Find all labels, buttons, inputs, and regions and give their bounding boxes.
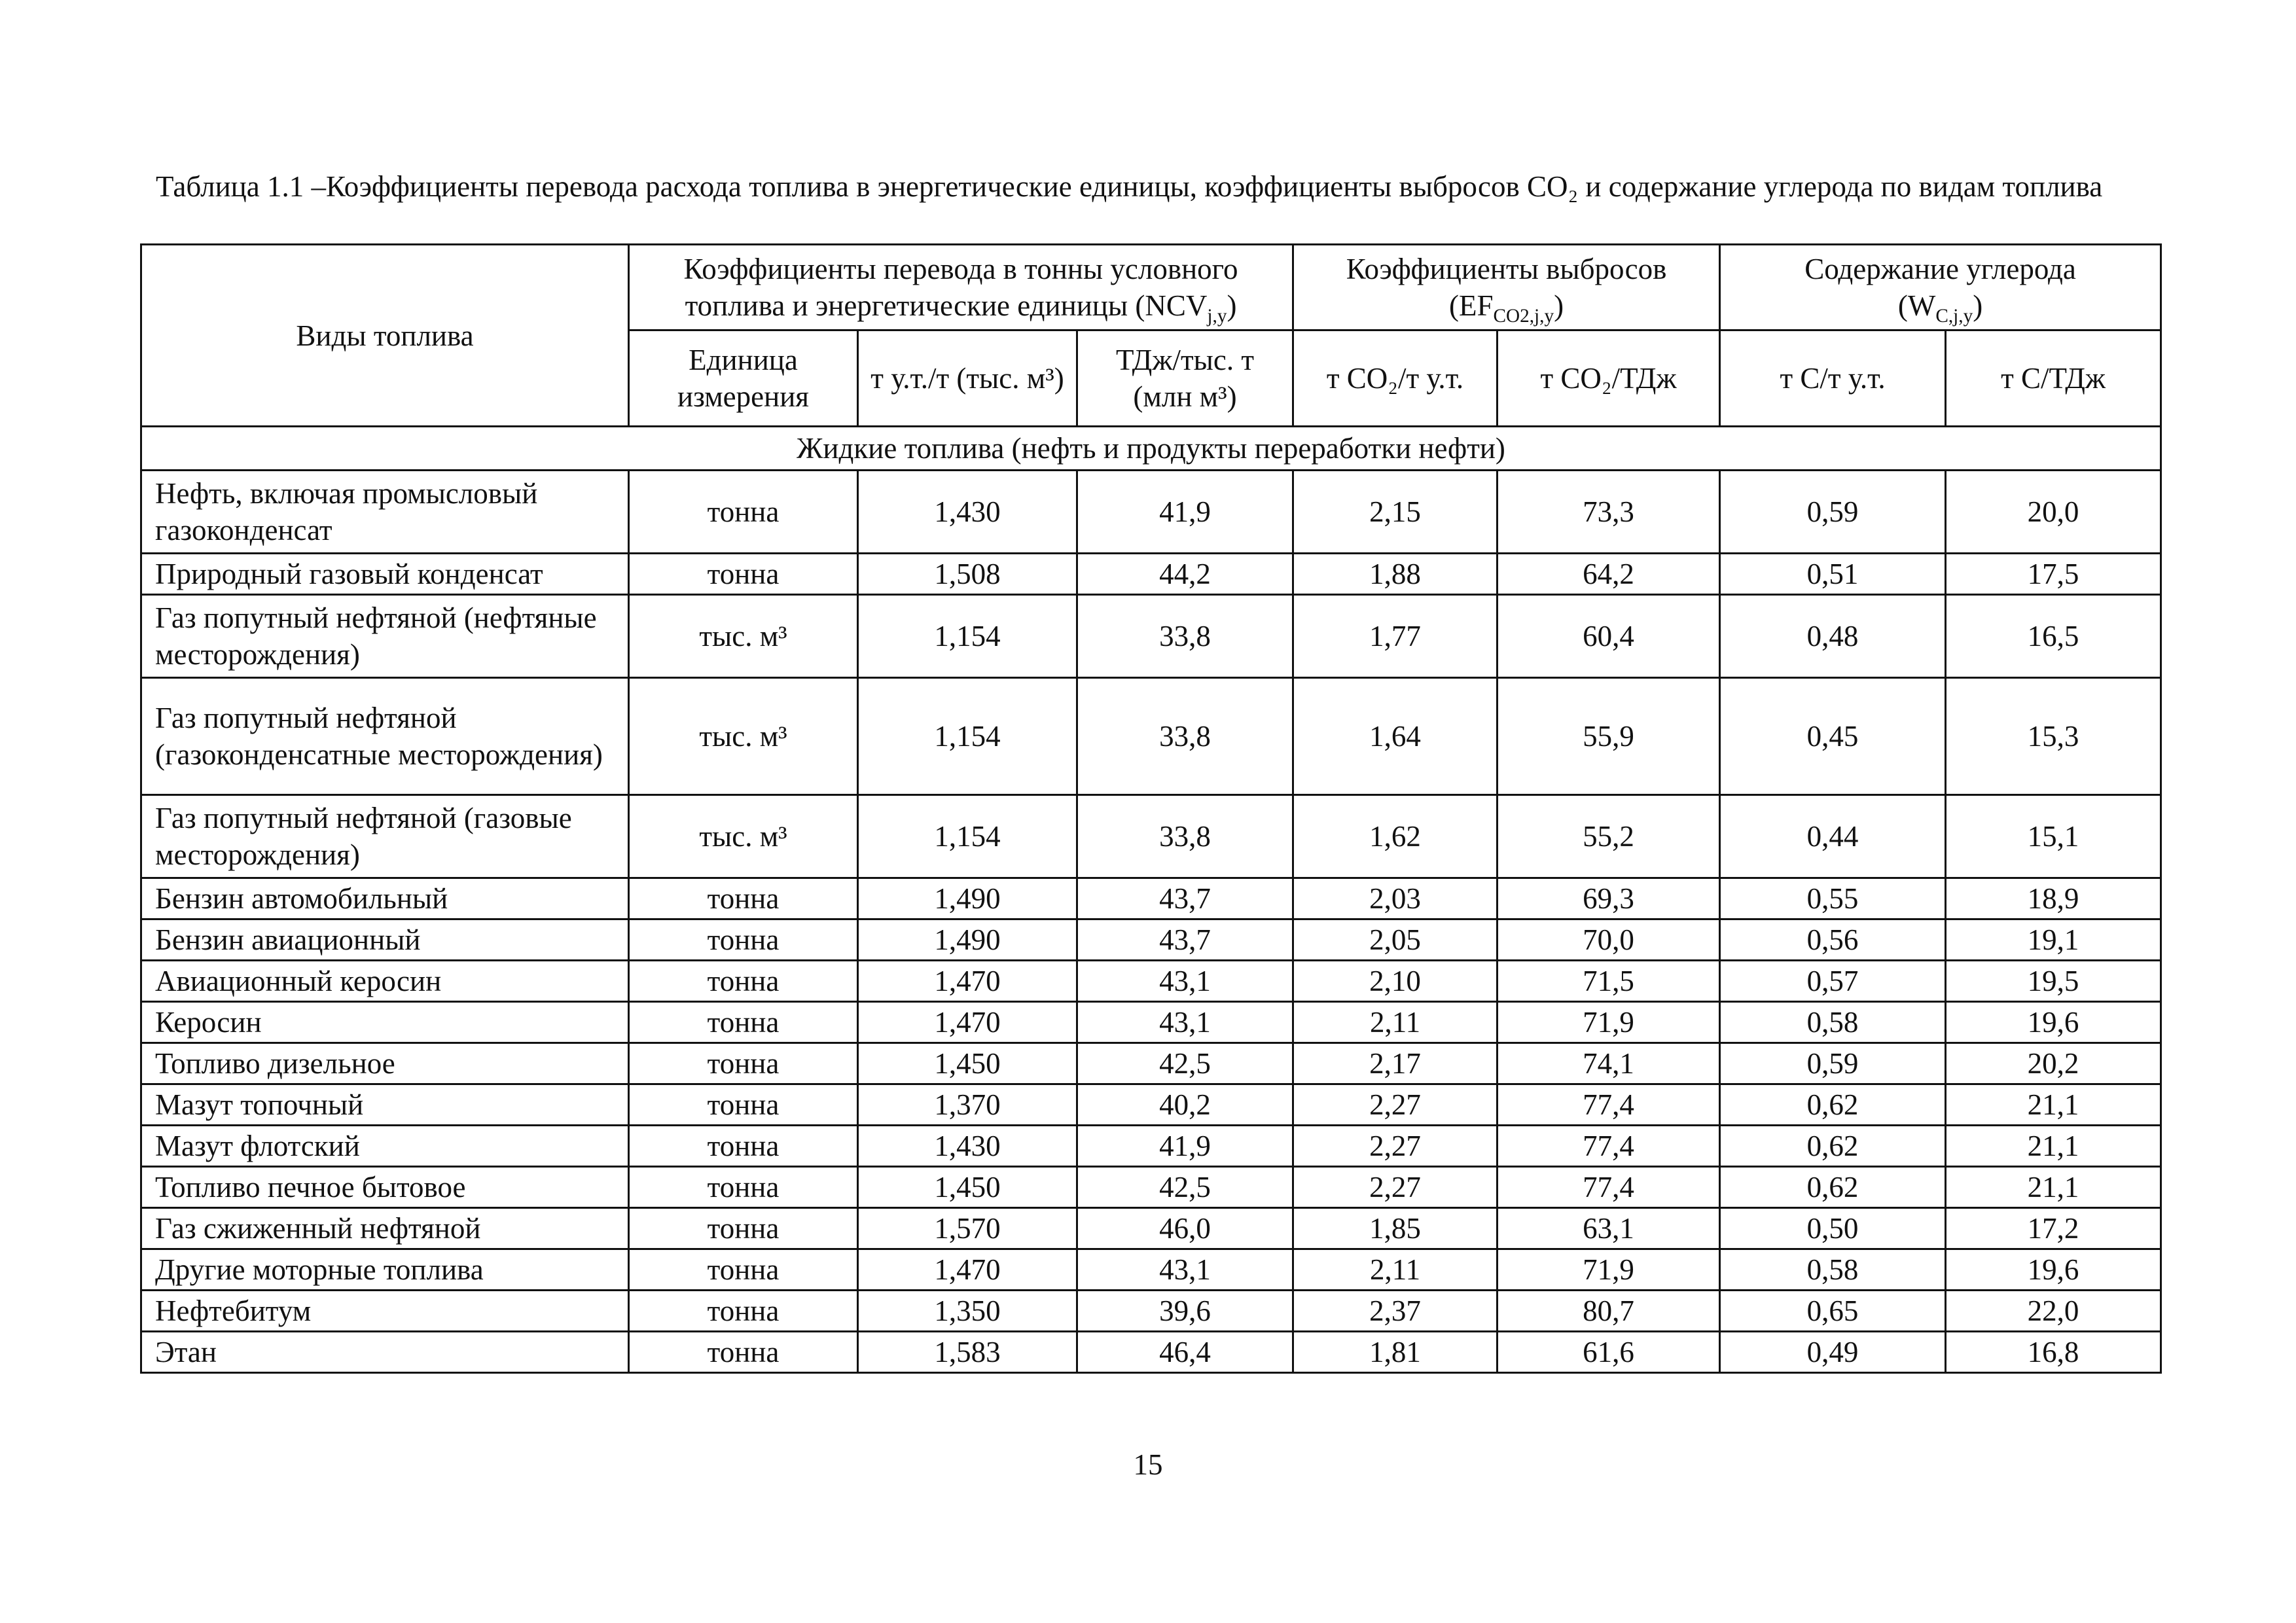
ncv-tce-cell: 1,470	[858, 1002, 1077, 1043]
unit-cell: тонна	[629, 1291, 858, 1332]
table-caption: Таблица 1.1 –Коэффициенты перевода расхода топлива в энергетические единицы, коэффициенты выбросов CO₂ и содержание углерода по видам топлива	[156, 170, 2103, 203]
ef-co2-tce-cell: 2,27	[1293, 1167, 1498, 1208]
ncv-tj-cell: 33,8	[1077, 595, 1293, 678]
ncv-tj-cell: 43,1	[1077, 961, 1293, 1002]
ef-co2-tj-cell: 80,7	[1498, 1291, 1720, 1332]
ncv-tj-cell: 43,1	[1077, 1249, 1293, 1291]
carbon-tce-cell: 0,62	[1720, 1126, 1946, 1167]
header-fuel-type: Виды топлива	[141, 245, 629, 427]
fuel-name-cell: Газ сжиженный нефтяной	[141, 1208, 629, 1249]
ef-co2-tce-cell: 2,10	[1293, 961, 1498, 1002]
ef-co2-tce-cell: 1,64	[1293, 678, 1498, 795]
table-row	[141, 1249, 2161, 1291]
ncv-tce-cell: 1,570	[858, 1208, 1077, 1249]
ncv-tce-cell: 1,154	[858, 595, 1077, 678]
carbon-tce-cell: 0,59	[1720, 471, 1946, 554]
carbon-tce-cell: 0,45	[1720, 678, 1946, 795]
carbon-tj-cell: 17,5	[1946, 554, 2161, 595]
ncv-tj-cell: 43,1	[1077, 1002, 1293, 1043]
unit-cell: тонна	[629, 554, 858, 595]
table-row	[141, 678, 2161, 795]
ncv-tce-cell: 1,470	[858, 1249, 1077, 1291]
carbon-tj-cell: 16,5	[1946, 595, 2161, 678]
fuel-name-cell: Газ попутный нефтяной (газовые месторождения)	[141, 795, 629, 878]
ef-co2-tce-cell: 1,81	[1293, 1332, 1498, 1373]
ef-co2-tj-cell: 55,9	[1498, 678, 1720, 795]
table-row	[141, 1208, 2161, 1249]
ef-co2-tce-cell: 1,85	[1293, 1208, 1498, 1249]
carbon-tj-cell: 19,6	[1946, 1002, 2161, 1043]
carbon-tce-cell: 0,65	[1720, 1291, 1946, 1332]
ef-co2-tj-cell: 71,9	[1498, 1002, 1720, 1043]
ef-co2-tce-cell: 2,17	[1293, 1043, 1498, 1084]
unit-cell: тыс. м³	[629, 595, 858, 678]
ef-co2-tce-cell: 2,15	[1293, 471, 1498, 554]
fuel-name-cell: Этан	[141, 1332, 629, 1373]
unit-cell: тонна	[629, 1208, 858, 1249]
unit-cell: тонна	[629, 1126, 858, 1167]
ef-co2-tce-cell: 1,77	[1293, 595, 1498, 678]
table-row	[141, 471, 2161, 554]
carbon-tj-cell: 19,6	[1946, 1249, 2161, 1291]
header-co2-per-tce: т CO₂/т у.т.	[1293, 330, 1498, 427]
ncv-tce-cell: 1,430	[858, 1126, 1077, 1167]
ef-co2-tce-cell: 2,05	[1293, 919, 1498, 961]
header-tce-per-t: т у.т./т (тыс. м³)	[858, 330, 1077, 427]
ncv-tce-cell: 1,154	[858, 795, 1077, 878]
carbon-tce-cell: 0,62	[1720, 1167, 1946, 1208]
carbon-tce-cell: 0,55	[1720, 878, 1946, 919]
ef-co2-tce-cell: 2,11	[1293, 1249, 1498, 1291]
fuel-coefficients-table	[140, 243, 2162, 1374]
ncv-tce-cell: 1,490	[858, 878, 1077, 919]
table-row	[141, 878, 2161, 919]
ef-co2-tj-cell: 77,4	[1498, 1167, 1720, 1208]
table-row	[141, 1126, 2161, 1167]
carbon-tce-cell: 0,56	[1720, 919, 1946, 961]
carbon-tj-cell: 20,0	[1946, 471, 2161, 554]
ncv-tce-cell: 1,450	[858, 1043, 1077, 1084]
header-co2-per-tj: т CO₂/ТДж	[1498, 330, 1720, 427]
header-group-ncv: Коэффициенты перевода в тонны условного топлива и энергетические единицы $(NCV_{j,y})$	[629, 245, 1293, 330]
ncv-tce-cell: 1,508	[858, 554, 1077, 595]
ncv-tj-cell: 41,9	[1077, 471, 1293, 554]
ef-co2-tj-cell: 77,4	[1498, 1084, 1720, 1126]
carbon-tce-cell: 0,58	[1720, 1249, 1946, 1291]
fuel-name-cell: Природный газовый конденсат	[141, 554, 629, 595]
ef-co2-tj-cell: 64,2	[1498, 554, 1720, 595]
table-row	[141, 1084, 2161, 1126]
unit-cell: тыс. м³	[629, 678, 858, 795]
fuel-name-cell: Газ попутный нефтяной (нефтяные месторождения)	[141, 595, 629, 678]
unit-cell: тонна	[629, 1249, 858, 1291]
ef-co2-tce-cell: 2,27	[1293, 1126, 1498, 1167]
unit-cell: тонна	[629, 471, 858, 554]
ef-co2-tj-cell: 74,1	[1498, 1043, 1720, 1084]
fuel-name-cell: Авиационный керосин	[141, 961, 629, 1002]
carbon-tce-cell: 0,49	[1720, 1332, 1946, 1373]
ncv-tj-cell: 41,9	[1077, 1126, 1293, 1167]
table-row	[141, 919, 2161, 961]
carbon-tj-cell: 19,1	[1946, 919, 2161, 961]
carbon-tj-cell: 21,1	[1946, 1167, 2161, 1208]
carbon-tce-cell: 0,62	[1720, 1084, 1946, 1126]
table-row	[141, 1332, 2161, 1373]
carbon-tce-cell: 0,48	[1720, 595, 1946, 678]
unit-cell: тонна	[629, 961, 858, 1002]
carbon-tj-cell: 20,2	[1946, 1043, 2161, 1084]
unit-cell: тонна	[629, 1002, 858, 1043]
ncv-tj-cell: 43,7	[1077, 919, 1293, 961]
fuel-name-cell: Мазут топочный	[141, 1084, 629, 1126]
ncv-tj-cell: 40,2	[1077, 1084, 1293, 1126]
fuel-name-cell: Нефть, включая промысловый газоконденсат	[141, 471, 629, 554]
ncv-tj-cell: 44,2	[1077, 554, 1293, 595]
carbon-tce-cell: 0,44	[1720, 795, 1946, 878]
fuel-name-cell: Мазут флотский	[141, 1126, 629, 1167]
ncv-tj-cell: 42,5	[1077, 1167, 1293, 1208]
unit-cell: тонна	[629, 919, 858, 961]
ncv-tj-cell: 46,4	[1077, 1332, 1293, 1373]
fuel-name-cell: Топливо дизельное	[141, 1043, 629, 1084]
ef-co2-tj-cell: 69,3	[1498, 878, 1720, 919]
carbon-tce-cell: 0,50	[1720, 1208, 1946, 1249]
carbon-tce-cell: 0,59	[1720, 1043, 1946, 1084]
carbon-tj-cell: 18,9	[1946, 878, 2161, 919]
header-unit: Единица измерения	[629, 330, 858, 427]
ncv-tj-cell: 33,8	[1077, 678, 1293, 795]
unit-cell: тонна	[629, 1332, 858, 1373]
ncv-tce-cell: 1,450	[858, 1167, 1077, 1208]
table-row	[141, 554, 2161, 595]
unit-cell: тонна	[629, 1167, 858, 1208]
carbon-tj-cell: 15,1	[1946, 795, 2161, 878]
fuel-name-cell: Бензин авиационный	[141, 919, 629, 961]
ef-co2-tce-cell: 2,03	[1293, 878, 1498, 919]
table-row	[141, 1167, 2161, 1208]
ef-co2-tce-cell: 1,88	[1293, 554, 1498, 595]
ncv-tce-cell: 1,370	[858, 1084, 1077, 1126]
ef-co2-tj-cell: 77,4	[1498, 1126, 1720, 1167]
table-row	[141, 1291, 2161, 1332]
ncv-tj-cell: 43,7	[1077, 878, 1293, 919]
ncv-tj-cell: 42,5	[1077, 1043, 1293, 1084]
header-c-per-tj: т С/ТДж	[1946, 330, 2161, 427]
fuel-name-cell: Другие моторные топлива	[141, 1249, 629, 1291]
carbon-tce-cell: 0,51	[1720, 554, 1946, 595]
fuel-name-cell: Топливо печное бытовое	[141, 1167, 629, 1208]
ef-co2-tj-cell: 55,2	[1498, 795, 1720, 878]
table-row	[141, 1002, 2161, 1043]
unit-cell: тонна	[629, 1084, 858, 1126]
carbon-tj-cell: 16,8	[1946, 1332, 2161, 1373]
ef-co2-tj-cell: 61,6	[1498, 1332, 1720, 1373]
table-row	[141, 795, 2161, 878]
ef-co2-tj-cell: 63,1	[1498, 1208, 1720, 1249]
unit-cell: тыс. м³	[629, 795, 858, 878]
carbon-tj-cell: 21,1	[1946, 1126, 2161, 1167]
ef-co2-tce-cell: 2,11	[1293, 1002, 1498, 1043]
carbon-tj-cell: 22,0	[1946, 1291, 2161, 1332]
ncv-tce-cell: 1,350	[858, 1291, 1077, 1332]
header-c-per-tce: т С/т у.т.	[1720, 330, 1946, 427]
ef-co2-tj-cell: 73,3	[1498, 471, 1720, 554]
fuel-name-cell: Бензин автомобильный	[141, 878, 629, 919]
carbon-tce-cell: 0,57	[1720, 961, 1946, 1002]
carbon-tj-cell: 17,2	[1946, 1208, 2161, 1249]
table-row	[141, 1043, 2161, 1084]
ef-co2-tce-cell: 1,62	[1293, 795, 1498, 878]
fuel-name-cell: Керосин	[141, 1002, 629, 1043]
ncv-tce-cell: 1,470	[858, 961, 1077, 1002]
ncv-tj-cell: 33,8	[1077, 795, 1293, 878]
header-group-w: Содержание углерода $(W_{C,j,y})$	[1720, 245, 2161, 330]
ef-co2-tce-cell: 2,37	[1293, 1291, 1498, 1332]
ncv-tce-cell: 1,154	[858, 678, 1077, 795]
ef-co2-tj-cell: 71,9	[1498, 1249, 1720, 1291]
ncv-tj-cell: 46,0	[1077, 1208, 1293, 1249]
unit-cell: тонна	[629, 1043, 858, 1084]
ncv-tce-cell: 1,430	[858, 471, 1077, 554]
fuel-name-cell: Газ попутный нефтяной (газоконденсатные месторождения)	[141, 678, 629, 795]
ef-co2-tj-cell: 70,0	[1498, 919, 1720, 961]
table-row	[141, 595, 2161, 678]
section-title: Жидкие топлива (нефть и продукты переработки нефти)	[141, 427, 2161, 471]
table-row	[141, 961, 2161, 1002]
ncv-tce-cell: 1,583	[858, 1332, 1077, 1373]
unit-cell: тонна	[629, 878, 858, 919]
page-number: 15	[1133, 1448, 1163, 1481]
ef-co2-tce-cell: 2,27	[1293, 1084, 1498, 1126]
ef-co2-tj-cell: 60,4	[1498, 595, 1720, 678]
carbon-tj-cell: 15,3	[1946, 678, 2161, 795]
fuel-name-cell: Нефтебитум	[141, 1291, 629, 1332]
carbon-tj-cell: 19,5	[1946, 961, 2161, 1002]
carbon-tj-cell: 21,1	[1946, 1084, 2161, 1126]
header-group-ef: Коэффициенты выбросов $(EF_{CO2,j,y})$	[1293, 245, 1720, 330]
ef-co2-tj-cell: 71,5	[1498, 961, 1720, 1002]
carbon-tce-cell: 0,58	[1720, 1002, 1946, 1043]
ncv-tj-cell: 39,6	[1077, 1291, 1293, 1332]
header-tj-per-kt: ТДж/тыс. т (млн м³)	[1077, 330, 1293, 427]
ncv-tce-cell: 1,490	[858, 919, 1077, 961]
